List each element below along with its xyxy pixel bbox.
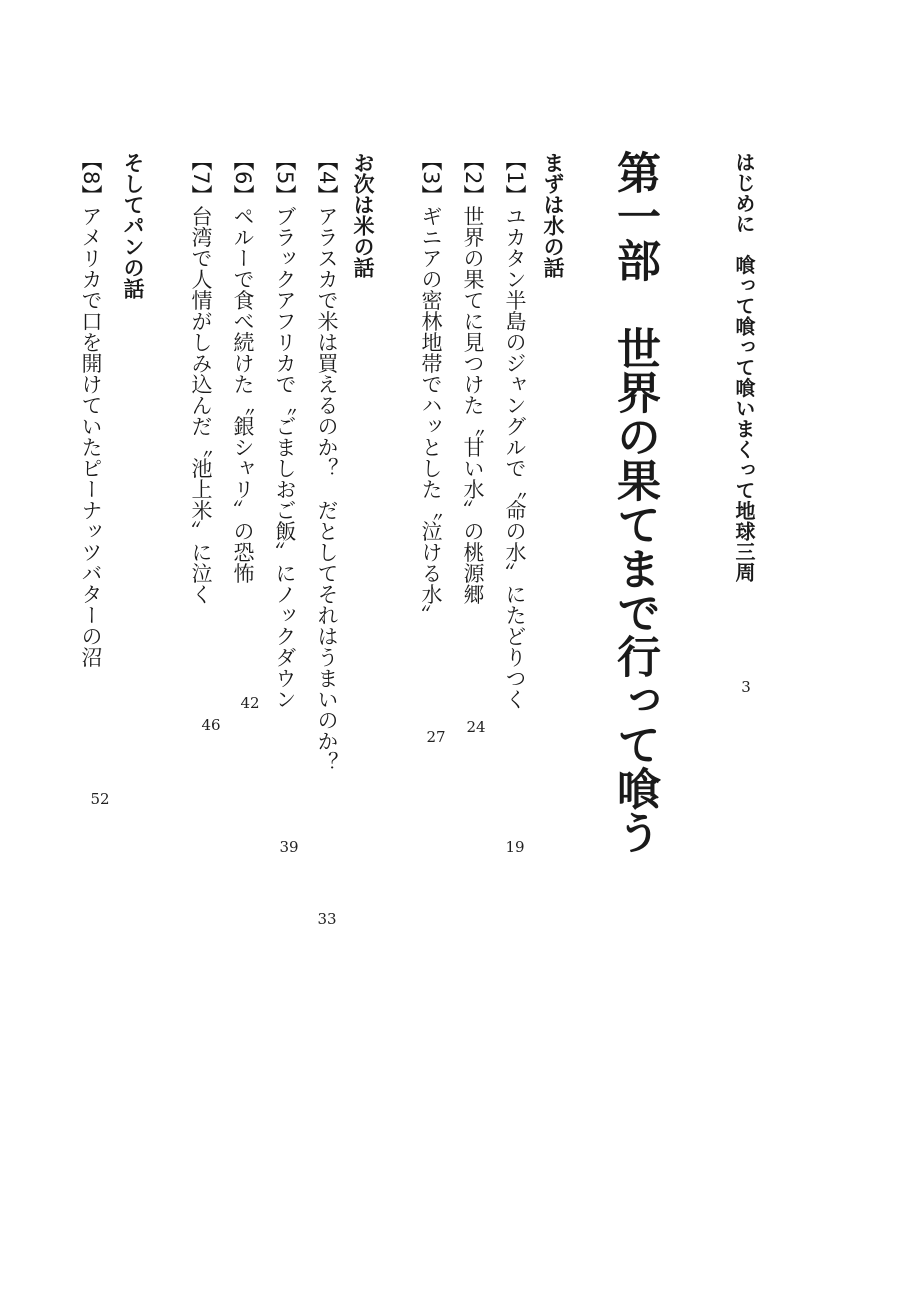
section-title-rice: お次は米の話 bbox=[351, 152, 375, 278]
toc-entry-1: 【1】ユカタン半島のジャングルで〝命の水〟にたどりつく bbox=[503, 150, 527, 710]
toc-entry-2-page: 24 bbox=[466, 718, 486, 736]
intro-title: はじめに 喰って喰って喰いまくって地球三周 bbox=[732, 152, 756, 583]
toc-entry-2: 【2】世界の果てに見つけた〝甘い水〟の桃源郷 bbox=[461, 150, 485, 605]
toc-entry-7-page: 46 bbox=[201, 716, 221, 734]
toc-entry-4-page: 33 bbox=[317, 910, 337, 928]
toc-entry-7: 【7】台湾で人情がしみ込んだ〝池上米〟に泣く bbox=[189, 150, 213, 605]
toc-entry-3: 【3】ギニアの密林地帯でハッとした〝泣ける水〟 bbox=[419, 150, 443, 626]
section-title-water: まずは水の話 bbox=[541, 152, 565, 278]
part-one-title: 第一部 世界の果てまで行って喰う bbox=[609, 150, 660, 854]
toc-entry-1-page: 19 bbox=[505, 838, 525, 856]
toc-entry-3-page: 27 bbox=[426, 728, 446, 746]
toc-entry-6-page: 42 bbox=[240, 694, 260, 712]
toc-entry-8: 【8】アメリカで口を開けていたピーナッツバターの沼 bbox=[79, 150, 103, 668]
intro-page-number: 3 bbox=[741, 678, 751, 696]
section-title-bread: そしてパンの話 bbox=[121, 152, 145, 299]
toc-entry-5: 【5】ブラックアフリカで〝ごましおご飯〟にノックダウン bbox=[273, 150, 297, 710]
toc-entry-8-page: 52 bbox=[90, 790, 110, 808]
toc-entry-4: 【4】アラスカで米は買えるのか？ だとしてそれはうまいのか？ bbox=[315, 150, 339, 773]
toc-entry-6: 【6】ペルーで食べ続けた〝銀シャリ〟の恐怖 bbox=[231, 150, 255, 584]
toc-entry-5-page: 39 bbox=[279, 838, 299, 856]
